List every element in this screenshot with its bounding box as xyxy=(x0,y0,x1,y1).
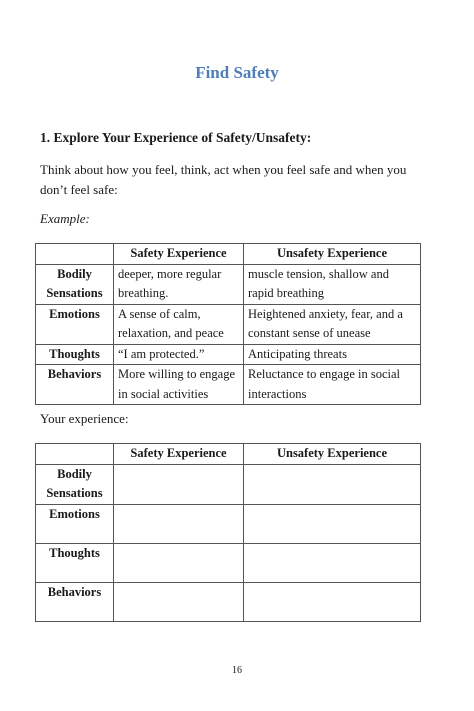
unsafety-cell: Reluctance to engage in social interactions xyxy=(244,365,421,405)
row-label-emotions: Emotions xyxy=(36,504,114,543)
safety-entry-cell[interactable] xyxy=(114,582,244,621)
table-row xyxy=(36,344,421,365)
table-row xyxy=(36,504,421,543)
row-label-thoughts: Thoughts xyxy=(36,344,114,365)
table-row xyxy=(36,543,421,582)
unsafety-entry-cell[interactable] xyxy=(244,504,421,543)
safety-cell: A sense of calm, relaxation, and peace xyxy=(114,304,244,344)
unsafety-cell: Heightened anxiety, fear, and a constant sense of unease xyxy=(244,304,421,344)
unsafety-entry-cell[interactable] xyxy=(244,543,421,582)
row-label-behaviors: Behaviors xyxy=(36,365,114,405)
safety-entry-cell[interactable] xyxy=(114,543,244,582)
example-table xyxy=(35,243,421,405)
page-title: Find Safety xyxy=(195,63,279,82)
unsafety-entry-cell[interactable] xyxy=(244,464,421,504)
example-label: Example: xyxy=(40,211,90,226)
unsafety-cell: Anticipating threats xyxy=(244,344,421,365)
header-blank-cell xyxy=(36,244,114,265)
your-experience-label: Your experience: xyxy=(40,411,129,426)
header-unsafety: Unsafety Experience xyxy=(244,244,421,265)
unsafety-cell: muscle tension, shallow and rapid breathing xyxy=(244,264,421,304)
table-row xyxy=(36,264,421,304)
table-row xyxy=(36,365,421,405)
table-row xyxy=(36,304,421,344)
row-label-bodily-sensations: Bodily Sensations xyxy=(36,464,114,504)
safety-entry-cell[interactable] xyxy=(114,464,244,504)
safety-entry-cell[interactable] xyxy=(114,504,244,543)
your-experience-table xyxy=(35,443,421,622)
your-header-row xyxy=(36,444,421,465)
example-header-row xyxy=(36,244,421,265)
unsafety-entry-cell[interactable] xyxy=(244,582,421,621)
instructions-text: Think about how you feel, think, act when you feel safe and when you don’t feel safe: xyxy=(40,162,407,197)
table-row xyxy=(36,582,421,621)
safety-cell: “I am protected.” xyxy=(114,344,244,365)
row-label-thoughts: Thoughts xyxy=(36,543,114,582)
safety-cell: deeper, more regular breathing. xyxy=(114,264,244,304)
row-label-emotions: Emotions xyxy=(36,304,114,344)
header-safety: Safety Experience xyxy=(114,444,244,465)
header-safety: Safety Experience xyxy=(114,244,244,265)
page-number: 16 xyxy=(232,665,242,676)
header-blank-cell xyxy=(36,444,114,465)
safety-cell: More willing to engage in social activities xyxy=(114,365,244,405)
row-label-behaviors: Behaviors xyxy=(36,582,114,621)
row-label-bodily-sensations: Bodily Sensations xyxy=(36,264,114,304)
table-row xyxy=(36,464,421,504)
header-unsafety: Unsafety Experience xyxy=(244,444,421,465)
section-heading: 1. Explore Your Experience of Safety/Unsafety: xyxy=(40,130,312,145)
